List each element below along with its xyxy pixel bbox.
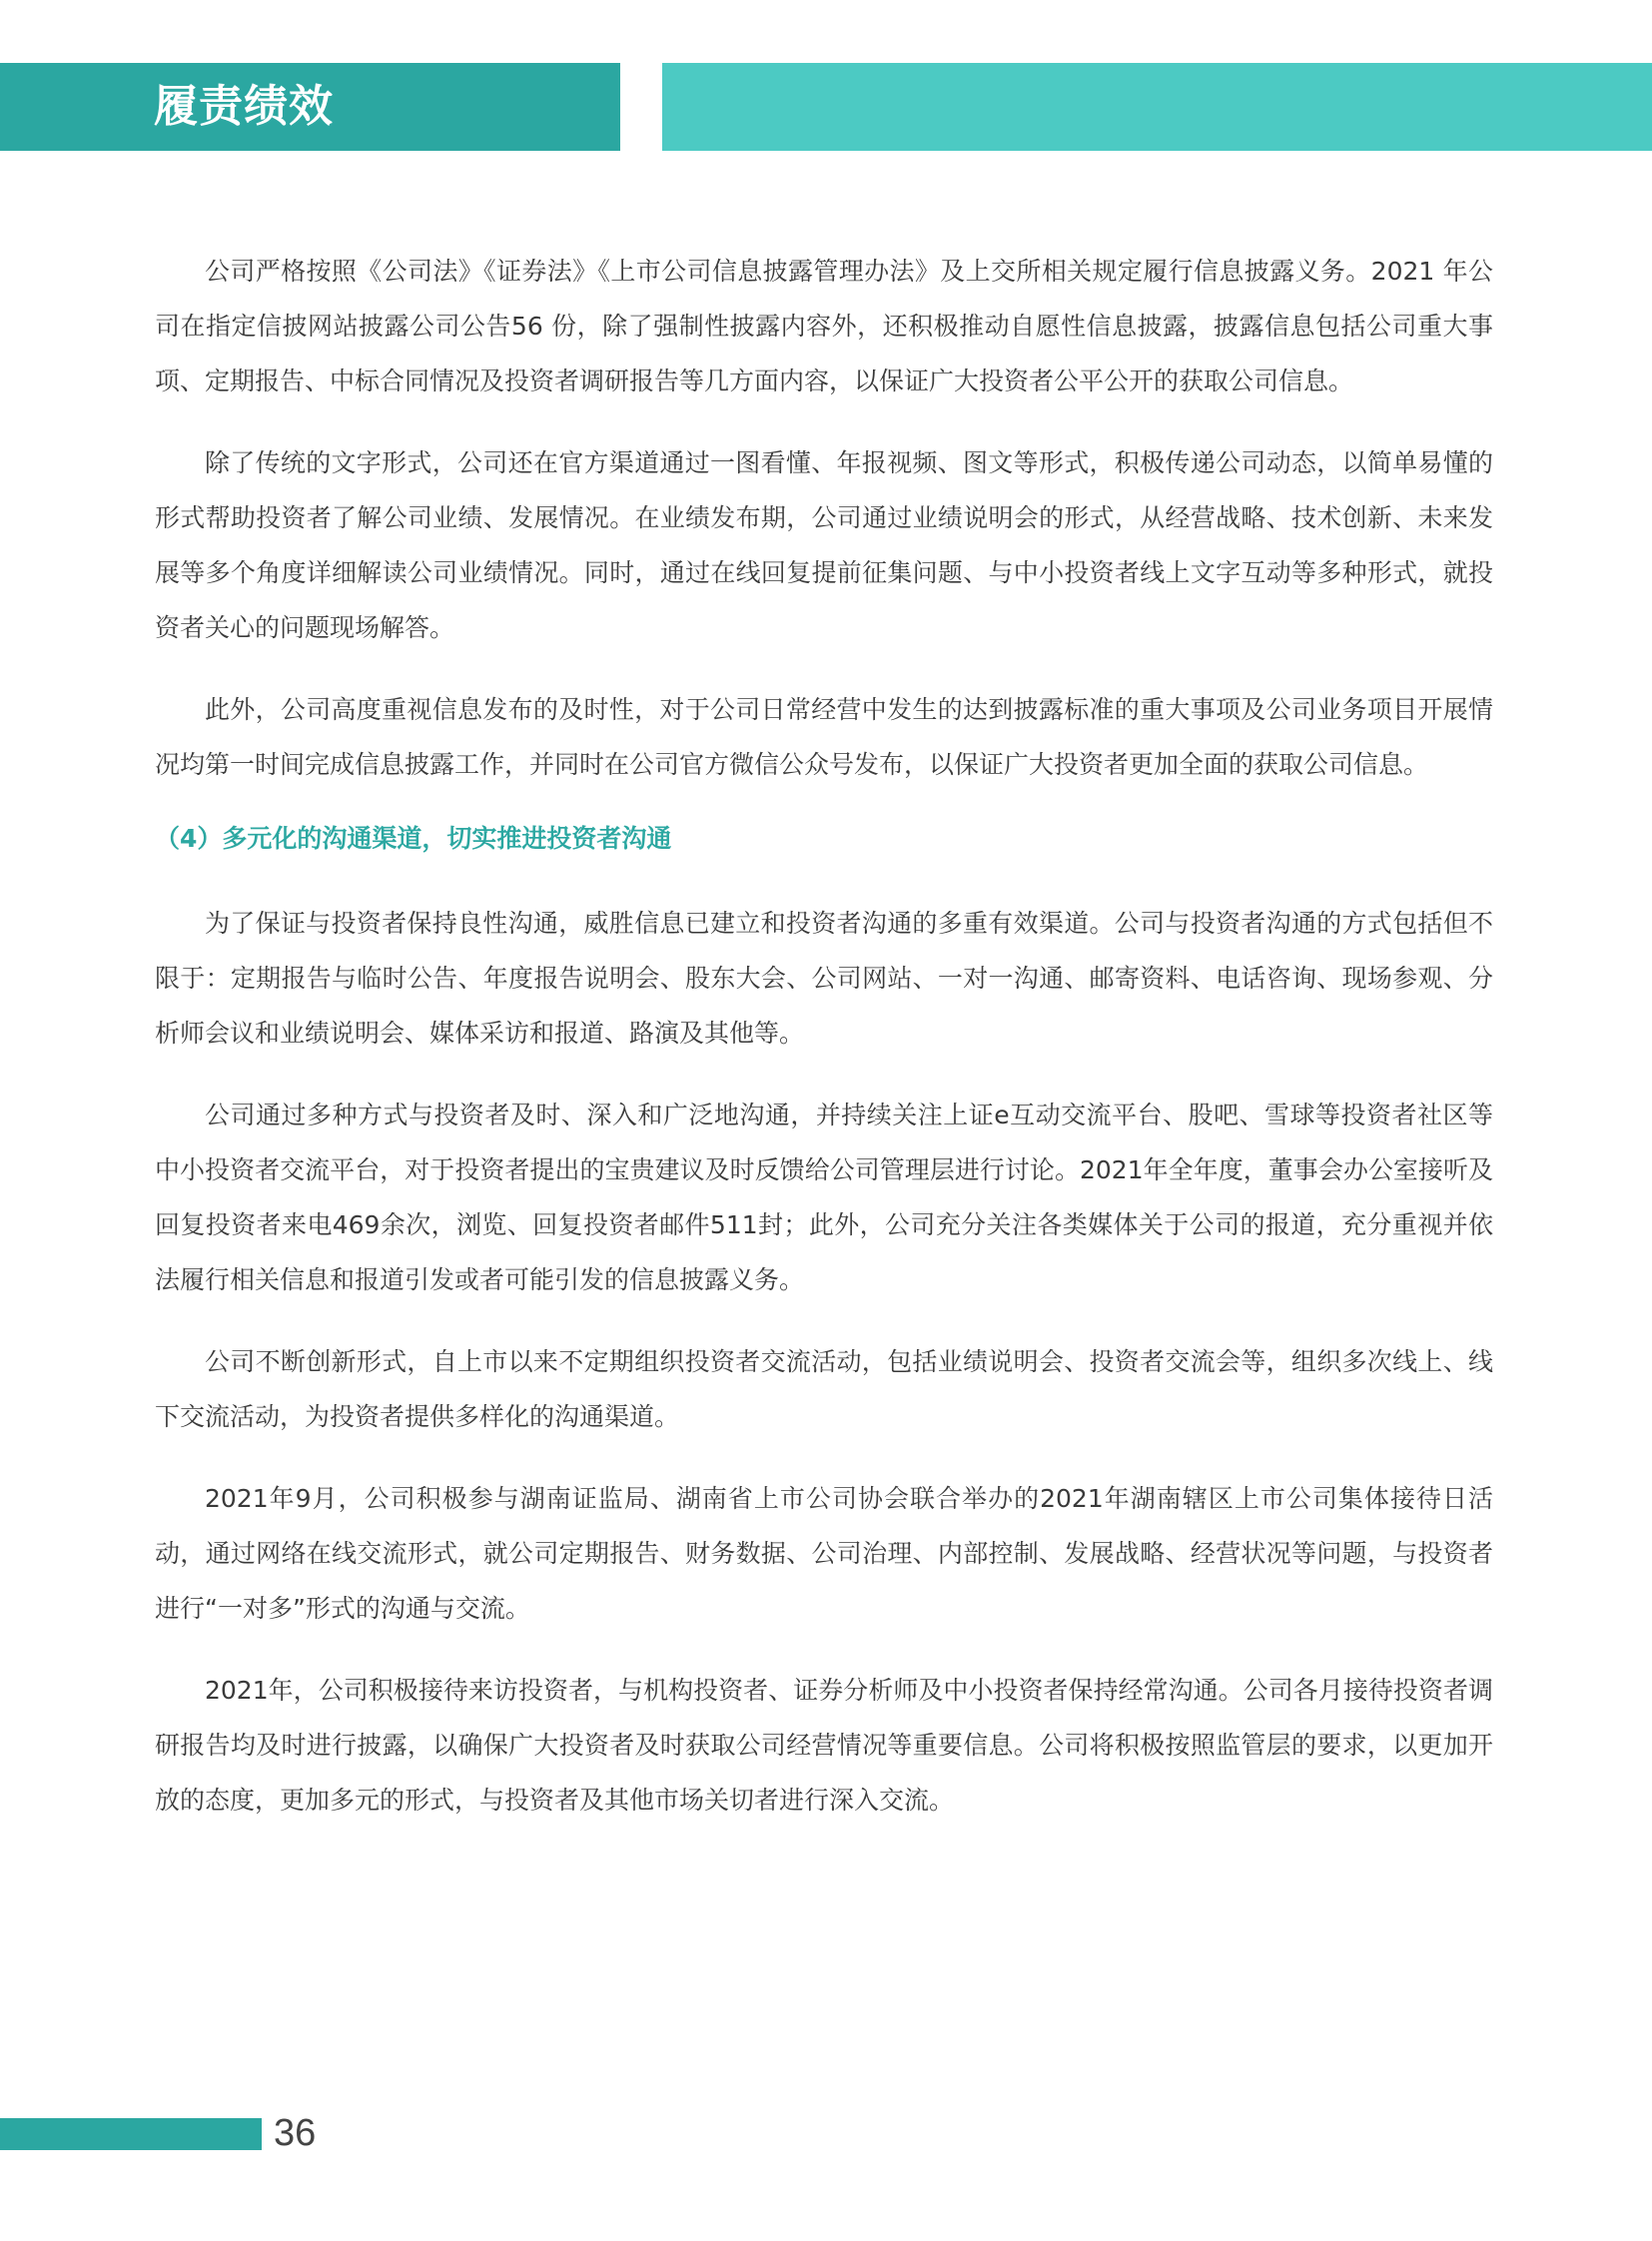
paragraph-investor-visits: 2021年，公司积极接待来访投资者，与机构投资者、证券分析师及中小投资者保持经常沟通。公司各月接待投资者调研报告均及时进行披露，以确保广大投资者及时获取公司经营情况等重要信息。公司将积极按照监管层的要求，以更加开放的态度，更加多元的形式，与投资者及其他市场关切者进行深入交流。 (155, 1676, 1493, 1815)
paragraph-channels: 为了保证与投资者保持良性沟通，威胜信息已建立和投资者沟通的多重有效渠道。公司与投资者沟通的方式包括但不限于：定期报告与临时公告、年度报告说明会、股东大会、公司网站、一对一沟通、邮寄资料、电话咨询、现场参观、分析师会议和业绩说明会、媒体采访和报道、路演及其他等。 (155, 909, 1493, 1048)
section-heading: （4）多元化的沟通渠道，切实推进投资者沟通 (155, 824, 672, 853)
paragraph-activities: 公司不断创新形式，自上市以来不定期组织投资者交流活动，包括业绩说明会、投资者交流会等，组织多次线上、线下交流活动，为投资者提供多样化的沟通渠道。 (155, 1347, 1493, 1431)
paragraph-platforms: 公司通过多种方式与投资者及时、深入和广泛地沟通，并持续关注上证e互动交流平台、股吧、雪球等投资者社区等中小投资者交流平台，对于投资者提出的宝贵建议及时反馈给公司管理层进行讨论。2021年全年度，董事会办公室接听及回复投资者来电469余次，浏览、回复投资者邮件511封；此外，公司充分关注各类媒体关于公司的报道，充分重视并依法履行相关信息和报道引发或者可能引发的信息披露义务。 (155, 1101, 1493, 1294)
paragraph-reception-day: 2021年9月，公司积极参与湖南证监局、湖南省上市公司协会联合举办的2021年湖南辖区上市公司集体接待日活动，通过网络在线交流形式，就公司定期报告、财务数据、公司治理、内部控制、发展战略、经营状况等问题，与投资者进行“一对多”形式的沟通与交流。 (155, 1484, 1493, 1623)
footer-bar (0, 2118, 262, 2150)
main-content (155, 244, 1493, 1855)
paragraph-disclosure: 公司严格按照《公司法》《证券法》《上市公司信息披露管理办法》及上交所相关规定履行信息披露义务。2021 年公司在指定信披网站披露公司公告56 份，除了强制性披露内容外，还积极推动自愿性信息披露，披露信息包括公司重大事项、定期报告、中标合同情况及投资者调研报告等几方面内容，以保证广大投资者公平公开的获取公司信息。 (155, 257, 1493, 395)
header-banner (0, 63, 620, 151)
header-accent-bar (662, 63, 1652, 151)
paragraph-communication-forms: 除了传统的文字形式，公司还在官方渠道通过一图看懂、年报视频、图文等形式，积极传递公司动态，以简单易懂的形式帮助投资者了解公司业绩、发展情况。在业绩发布期，公司通过业绩说明会的形式，从经营战略、技术创新、未来发展等多个角度详细解读公司业绩情况。同时，通过在线回复提前征集问题、与中小投资者线上文字互动等多种形式，就投资者关心的问题现场解答。 (155, 448, 1493, 642)
page-title: 履责绩效 (154, 81, 334, 132)
paragraph-timeliness: 此外，公司高度重视信息发布的及时性，对于公司日常经营中发生的达到披露标准的重大事项及公司业务项目开展情况均第一时间完成信息披露工作，并同时在公司官方微信公众号发布，以保证广大投资者更加全面的获取公司信息。 (155, 695, 1493, 779)
page-number: 36 (274, 2112, 317, 2154)
